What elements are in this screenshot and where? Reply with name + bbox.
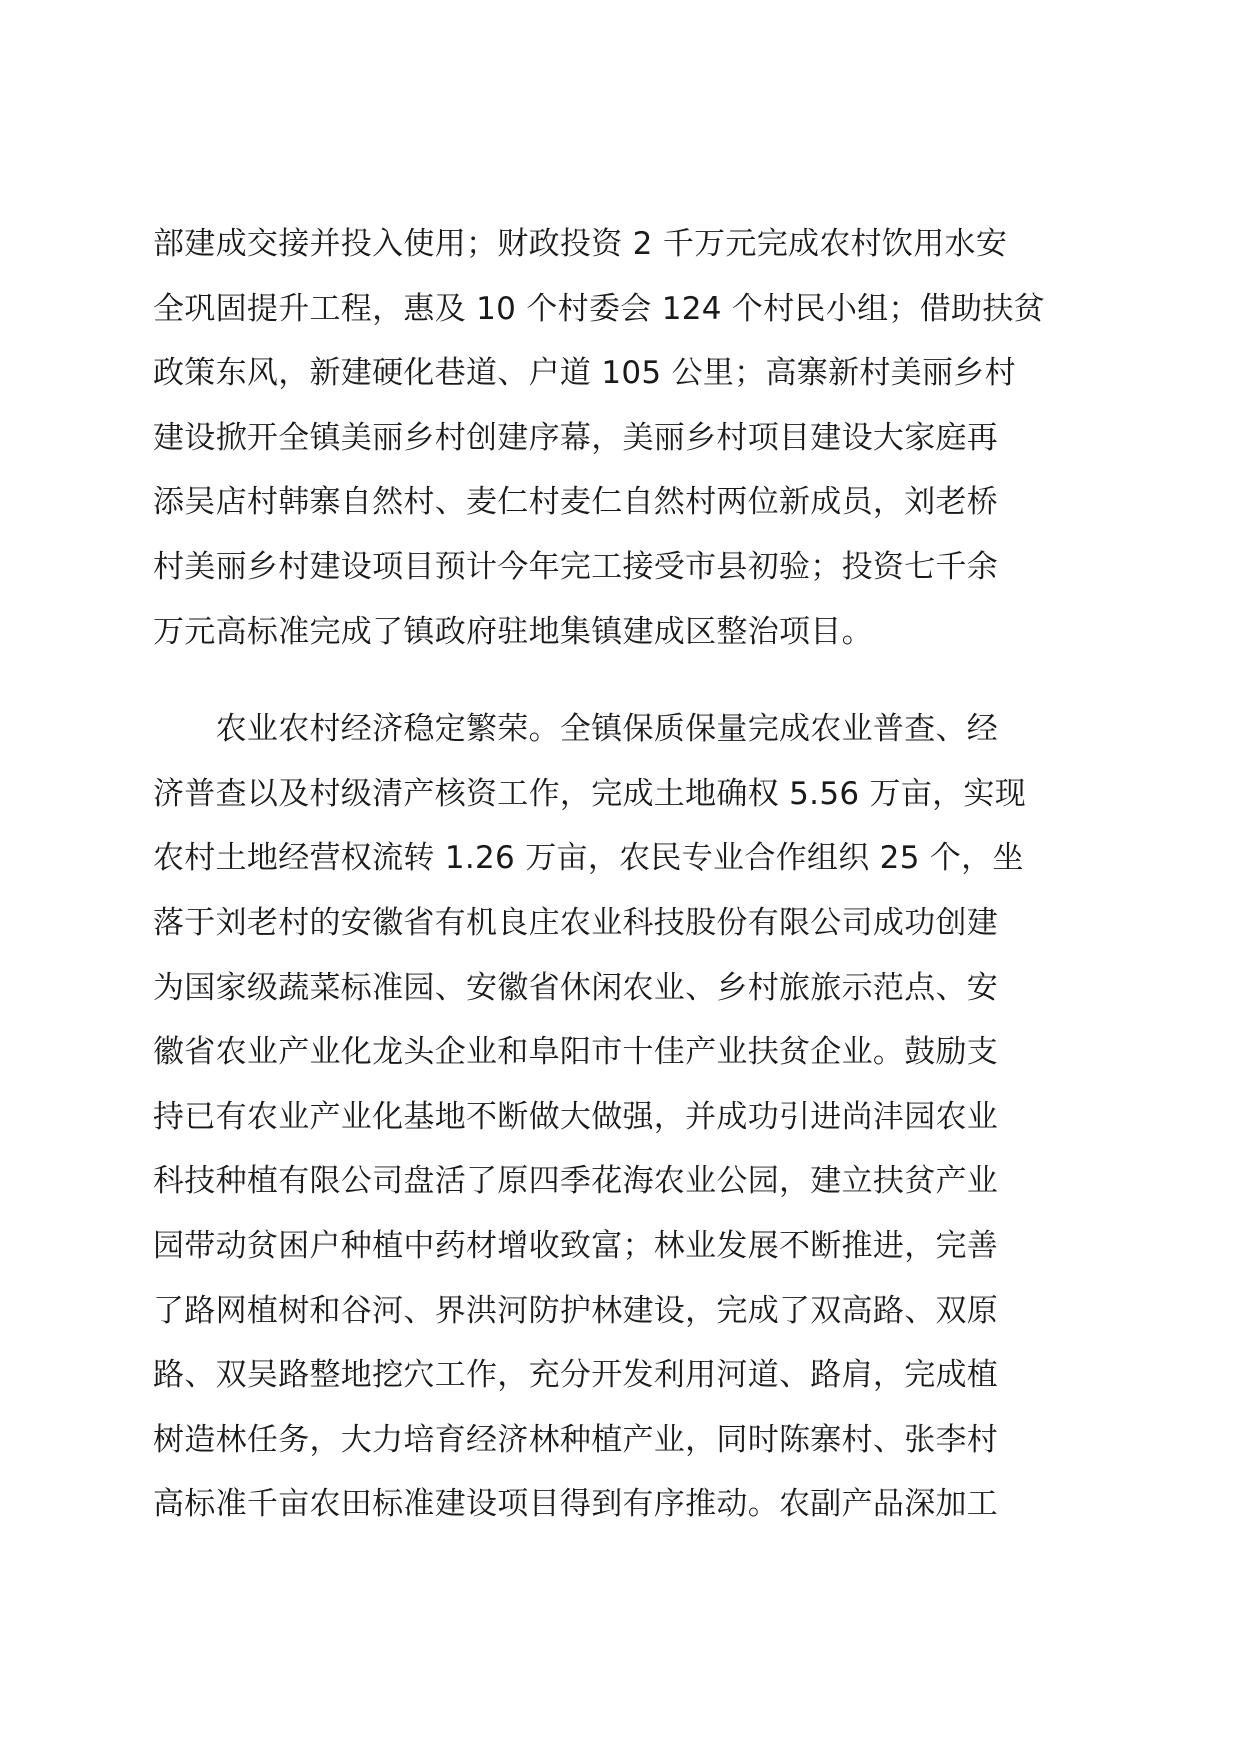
- text-line: 高标准千亩农田标准建设项目得到有序推动。农副产品深加工: [153, 1486, 999, 1523]
- text-line: 农村土地经营权流转 1.26 万亩，农民专业合作组织 25 个，坐: [153, 840, 1024, 877]
- text-line: 路、双吴路整地挖穴工作，充分开发利用河道、路肩，完成植: [153, 1357, 999, 1394]
- text-line: 科技种植有限公司盘活了原四季花海农业公园，建立扶贫产业: [153, 1163, 999, 1200]
- text-line: 政策东风，新建硬化巷道、户道 105 公里；高寨新村美丽乡村: [153, 355, 1016, 392]
- text-line: 了路网植树和谷河、界洪河防护林建设，完成了双高路、双原: [153, 1292, 999, 1329]
- document-body: [153, 212, 1093, 1537]
- text-line: 落于刘老村的安徽省有机良庄农业科技股份有限公司成功创建: [153, 904, 999, 941]
- paragraph-1: [153, 212, 1093, 664]
- text-line: 部建成交接并投入使用；财政投资 2 千万元完成农村饮用水安: [153, 226, 1008, 262]
- paragraph-spacer: [153, 664, 1093, 697]
- text-line: 村美丽乡村建设项目预计今年完工接受市县初验；投资七千余: [153, 548, 999, 585]
- text-line: 持已有农业产业化基地不断做大做强，并成功引进尚沣园农业: [153, 1098, 999, 1135]
- text-line: 万元高标准完成了镇政府驻地集镇建成区整治项目。: [153, 613, 873, 650]
- paragraph-2: [153, 697, 1093, 1537]
- text-line: 徽省农业产业化龙头企业和阜阳市十佳产业扶贫企业。鼓励支: [153, 1034, 999, 1071]
- text-line: 树造林任务，大力培育经济林种植产业，同时陈寨村、张李村: [153, 1421, 999, 1458]
- text-line: 济普查以及村级清产核资工作，完成土地确权 5.56 万亩，实现: [153, 775, 1027, 812]
- text-line: 全巩固提升工程，惠及 10 个村委会 124 个村民小组；借助扶贫: [153, 290, 1045, 327]
- text-line: 添吴店村韩寨自然村、麦仁村麦仁自然村两位新成员，刘老桥: [153, 484, 999, 521]
- text-line: 农业农村经济稳定繁荣。全镇保质保量完成农业普查、经: [153, 711, 999, 748]
- text-line: 建设掀开全镇美丽乡村创建序幕，美丽乡村项目建设大家庭再: [153, 419, 999, 456]
- text-line: 园带动贫困户种植中药材增收致富；林业发展不断推进，完善: [153, 1227, 999, 1264]
- text-line: 为国家级蔬菜标准园、安徽省休闲农业、乡村旅旅示范点、安: [153, 969, 999, 1006]
